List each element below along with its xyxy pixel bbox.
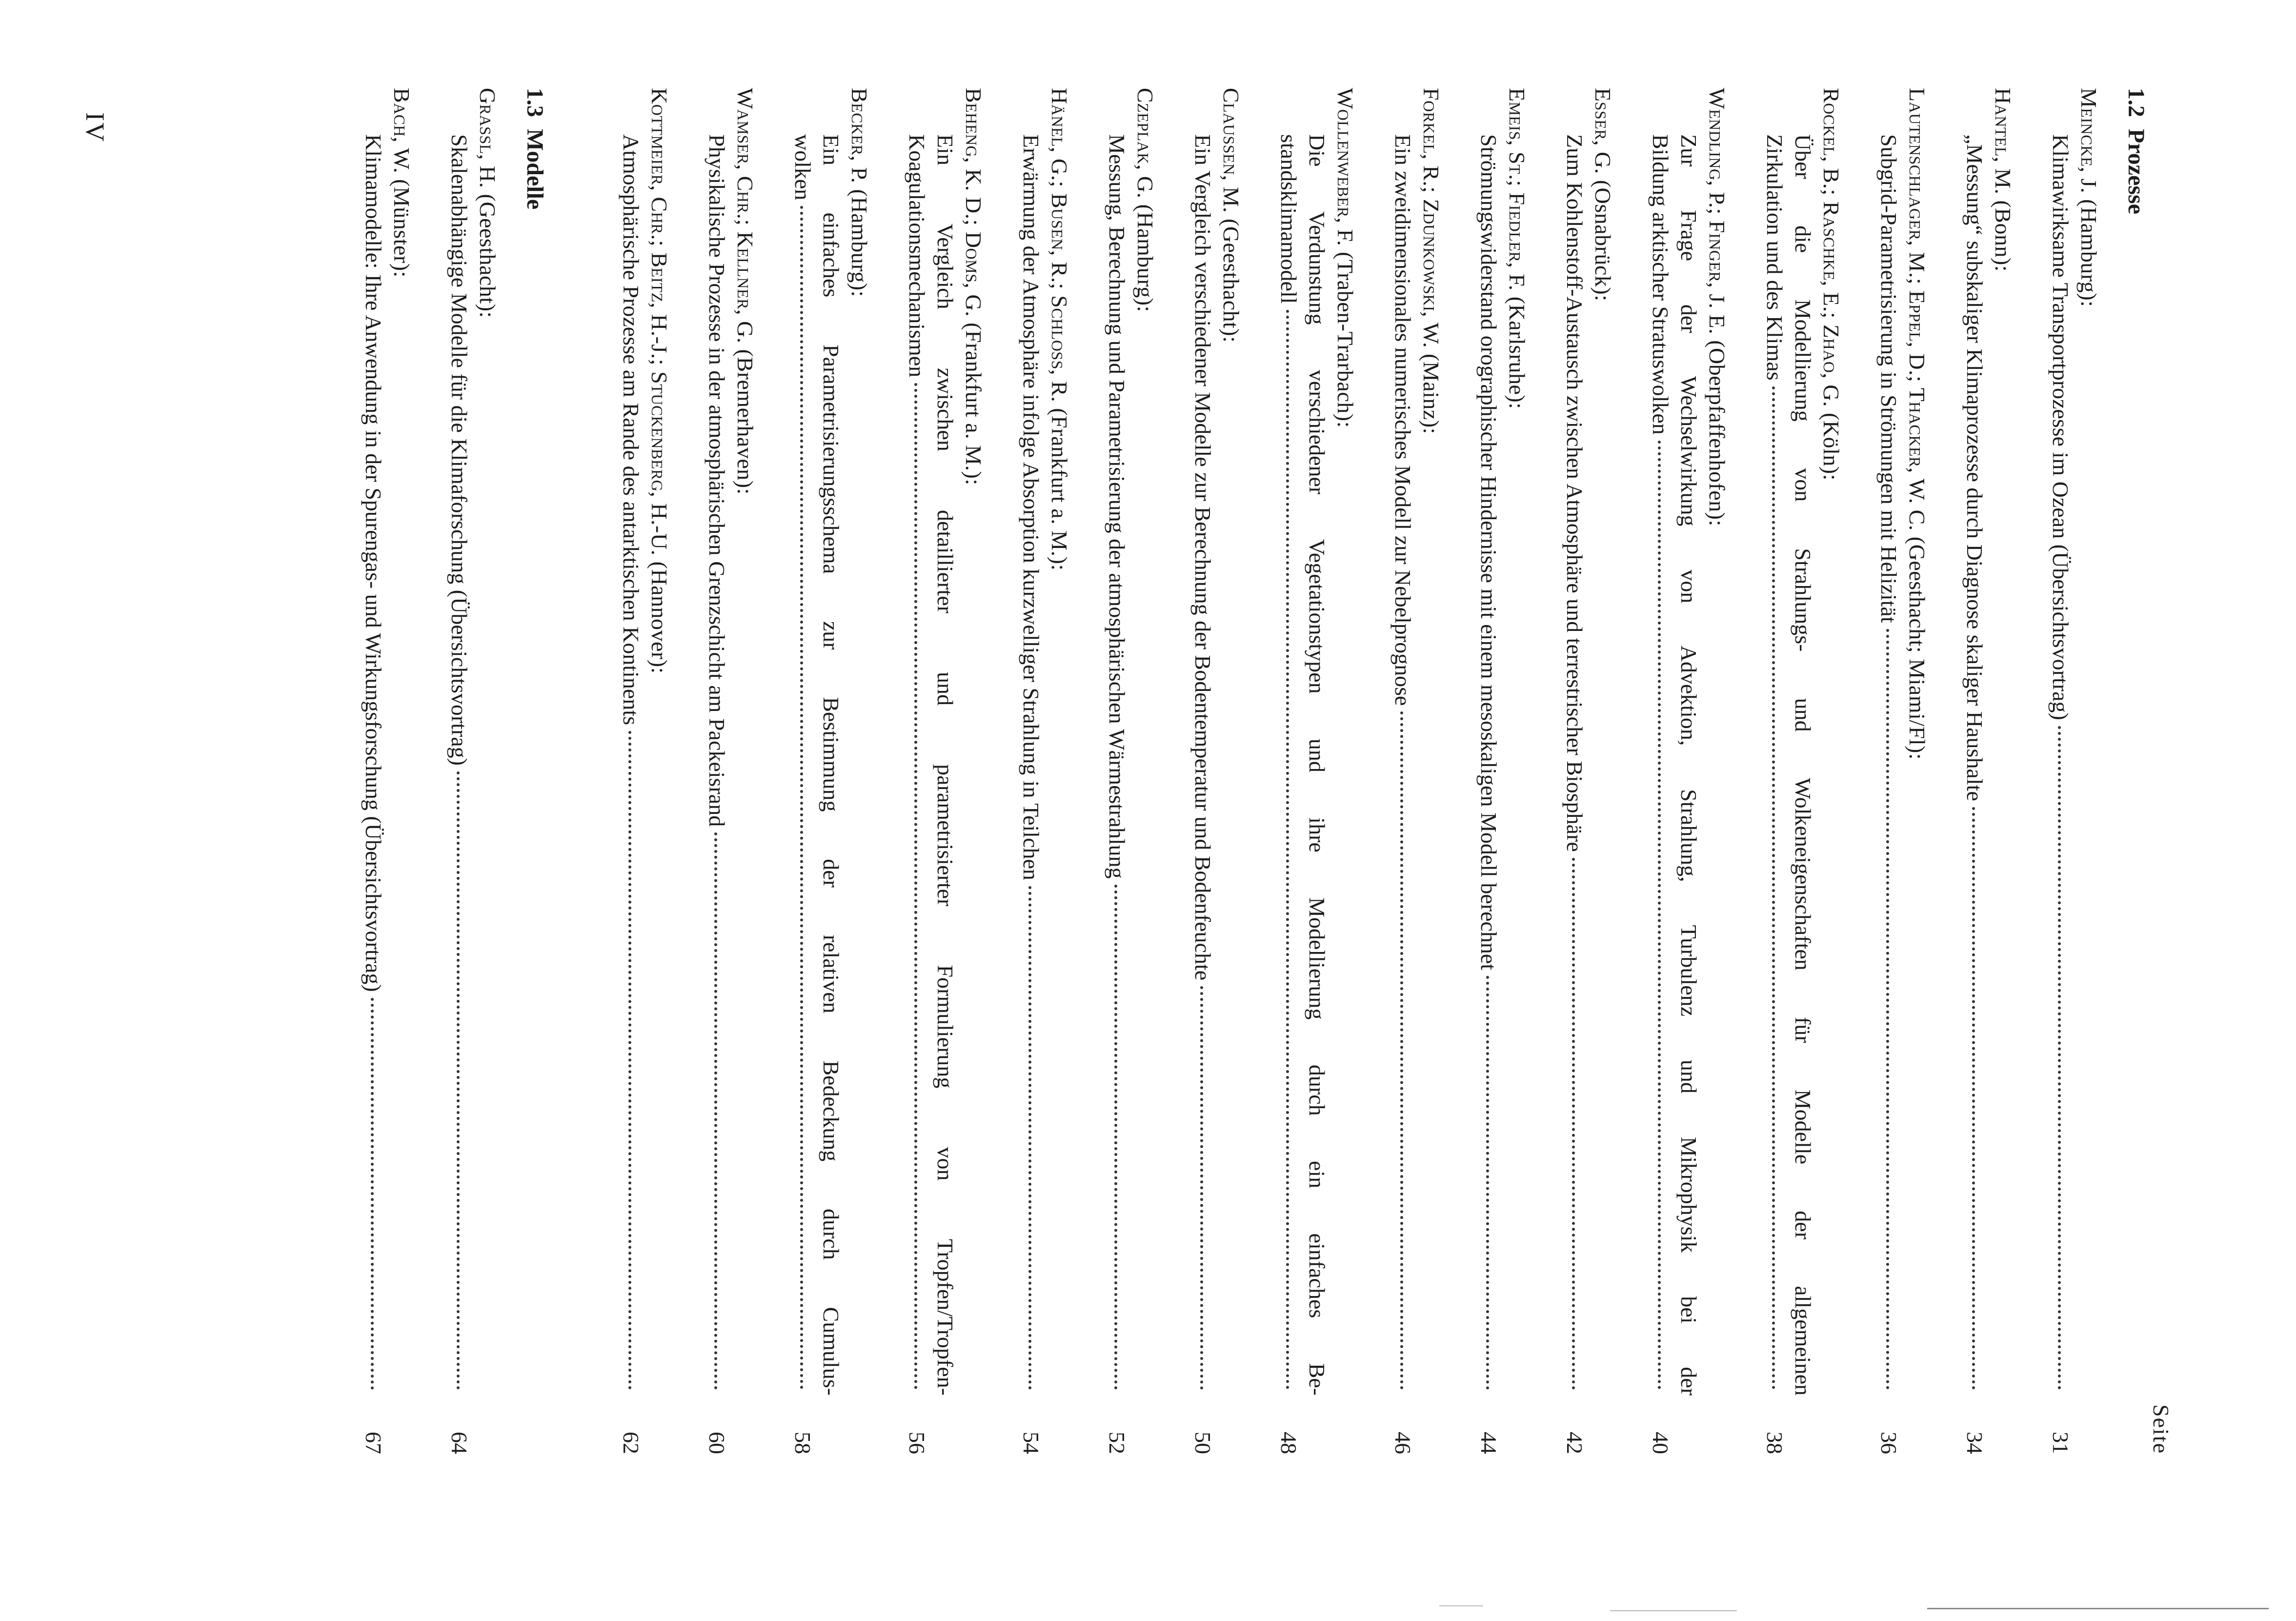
author-affiliation: (Hamburg):	[2076, 199, 2101, 307]
title-line: Die Verdunstung verschiedener Vegetationstypen und ihre Modellierung durch ein einfaches Be-	[1305, 134, 1329, 1396]
entry-authors	[1903, 88, 1931, 1454]
author-names: Wendling, P.; Finger, J. E.	[1705, 88, 1730, 335]
entry-title-row	[1017, 88, 1045, 1454]
entry-page-number: 31	[2048, 1432, 2073, 1454]
author-affiliation: (Bremerhaven):	[733, 349, 758, 495]
author-names: Emeis, St.; Fiedler, F.	[1505, 88, 1530, 291]
entry-title	[359, 134, 387, 1396]
entry-page-number: 34	[1962, 1432, 1987, 1454]
author-affiliation: (Karlsruhe):	[1505, 296, 1530, 409]
author-names: Meincke, J.	[2076, 88, 2101, 194]
entry-authors	[959, 88, 987, 1454]
entry-title	[703, 134, 731, 1396]
entry-title-row	[1560, 88, 1589, 1454]
entry-title	[617, 134, 645, 1396]
entry-title	[1389, 134, 1417, 1396]
entry-authors	[1417, 88, 1445, 1454]
title-line-last	[1188, 134, 1217, 1396]
title-line: Skalenabhängige Modelle für die Klimaforschung (Übersichtsvortrag)	[447, 134, 472, 766]
entry-title	[1646, 134, 1703, 1396]
toc-entry	[445, 88, 502, 1454]
seite-label: Seite	[2149, 1404, 2174, 1454]
title-line-last	[617, 134, 645, 1396]
dot-leader	[1972, 807, 1975, 1390]
title-line: Ein Vergleich verschiedener Modelle zur Berechnung der Bodentemperatur und Bodenfeuchte	[1190, 134, 1215, 981]
toc-entry	[1274, 88, 1359, 1454]
author-names: Claussen, M.	[1219, 88, 1244, 213]
toc-entry	[1188, 88, 1245, 1454]
entry-authors	[1217, 88, 1245, 1454]
author-names: Czeplak, G.	[1133, 88, 1158, 199]
entry-authors	[1503, 88, 1531, 1454]
section-heading	[522, 88, 548, 209]
entry-page-number: 46	[1390, 1432, 1415, 1454]
toc-entry	[359, 88, 416, 1454]
title-line-last	[1474, 134, 1503, 1396]
scan-artifact	[1927, 1608, 2269, 1609]
title-line: Ein zweidimensionales numerisches Modell zur Nebelprognose	[1390, 134, 1415, 706]
toc-entry	[1960, 88, 2017, 1454]
dot-leader	[1658, 441, 1661, 1390]
entry-page-number: 38	[1762, 1432, 1787, 1454]
toc-entry	[1560, 88, 1617, 1454]
title-line-last	[1874, 134, 1903, 1396]
author-affiliation: (Hamburg):	[1133, 204, 1158, 312]
author-affiliation: (Geesthacht):	[1219, 219, 1244, 343]
title-line: Physikalische Prozesse in der atmosphärischen Grenzschicht am Packeisrand	[705, 134, 729, 827]
author-names: Becker, P.	[847, 88, 872, 183]
entry-authors	[473, 88, 502, 1454]
title-line-last	[1760, 134, 1789, 1396]
dot-leader	[457, 771, 460, 1390]
dot-leader	[1572, 858, 1575, 1390]
dot-leader	[914, 383, 918, 1390]
author-names: Esser, G.	[1591, 88, 1615, 174]
section-heading	[2123, 88, 2150, 214]
entry-authors	[645, 88, 673, 1454]
author-names: Bach, W.	[389, 88, 414, 174]
entry-title	[1188, 134, 1217, 1396]
entry-title-row	[1760, 88, 1817, 1454]
author-affiliation: (Hamburg):	[847, 189, 872, 297]
title-line: Strömungswiderstand orographischer Hindernisse mit einem mesoskaligen Modell berechnet	[1476, 134, 1501, 971]
title-line: Bildung arktischer Stratuswolken	[1648, 134, 1673, 435]
entry-page-number: 50	[1190, 1432, 1215, 1454]
entry-page-number: 42	[1562, 1432, 1587, 1454]
entry-page-number: 58	[790, 1432, 815, 1454]
entry-page-number: 62	[619, 1432, 644, 1454]
dot-leader	[628, 731, 632, 1390]
title-line-last	[1274, 134, 1303, 1396]
title-line-last	[1960, 134, 1989, 1396]
author-names: Hänel, G.; Busen, R.; Schloss, R.	[1047, 88, 1072, 403]
entry-title-row	[1274, 88, 1331, 1454]
section-number: 1.3	[522, 88, 548, 117]
entry-authors	[1045, 88, 1073, 1454]
author-affiliation: (Hannover):	[647, 561, 672, 674]
title-line: Ein Vergleich zwischen detaillierter und parametrisierter Formulierung von Tropfen/Tropfen-	[933, 134, 958, 1396]
author-affiliation: (Mainz):	[1419, 353, 1444, 434]
author-affiliation: (Geesthacht; Miami/Fl):	[1905, 536, 1930, 760]
toc-entry	[1760, 88, 1845, 1454]
entry-title-row	[1389, 88, 1417, 1454]
title-line-last	[445, 134, 473, 1396]
dot-leader	[1400, 711, 1404, 1390]
entry-title-row	[1646, 88, 1703, 1454]
author-names: Rockel, B.; Raschke, E.; Zhao, G.	[1819, 88, 1844, 407]
author-affiliation: (Traben-Trarbach):	[1333, 252, 1358, 428]
entry-title	[1760, 134, 1817, 1396]
entry-authors	[1131, 88, 1159, 1454]
dot-leader	[1772, 386, 1775, 1390]
author-affiliation: (Oberpfaffenhofen):	[1705, 340, 1730, 527]
entry-authors	[1817, 88, 1845, 1454]
title-line: „Messung“ subskaliger Klimaprozesse durch Diagnose skaliger Haushalte	[1962, 134, 1987, 801]
entry-page-number: 52	[1105, 1432, 1129, 1454]
entry-authors	[1589, 88, 1617, 1454]
author-names: Wollenweber, F.	[1333, 88, 1358, 246]
title-line: Zur Frage der Wechselwirkung von Advektion, Strahlung, Turbulenz und Mikrophysik bei der	[1676, 134, 1701, 1396]
entry-title	[1874, 134, 1903, 1396]
entry-title	[1103, 134, 1131, 1396]
entry-title-row	[903, 88, 959, 1454]
title-line: Messung, Berechnung und Parametrisierung der atmosphärischen Wärmestrahlung	[1105, 134, 1129, 879]
scan-artifact	[1610, 1610, 1737, 1611]
toc-entry	[1474, 88, 1531, 1454]
author-names: Lautenschlager, M.; Eppel, D.; Thacker, W. C.	[1905, 88, 1930, 531]
entry-title	[2046, 134, 2074, 1396]
entry-title-row	[1103, 88, 1131, 1454]
title-line: Über die Modellierung von Strahlungs- und Wolkeneigenschaften für Modelle der allgemeinen	[1791, 134, 1815, 1396]
entry-page-number: 64	[447, 1432, 472, 1454]
title-line-last	[1103, 134, 1131, 1396]
page-folio: IV	[81, 112, 110, 143]
dot-leader	[1886, 629, 1890, 1390]
toc-entry	[1646, 88, 1731, 1454]
entry-title	[903, 134, 959, 1396]
section-number: 1.2	[2123, 88, 2149, 117]
title-line-last	[1646, 134, 1674, 1396]
toc-entry	[1103, 88, 1159, 1454]
section-title-text: Modelle	[522, 129, 548, 210]
entry-title	[1274, 134, 1331, 1396]
author-affiliation: (Osnabrück):	[1591, 180, 1615, 302]
entry-title	[445, 134, 473, 1396]
entry-page-number: 40	[1648, 1432, 1673, 1454]
title-line-last	[1017, 134, 1045, 1396]
title-line-last	[788, 134, 817, 1396]
toc-entry	[1017, 88, 1073, 1454]
entry-page-number: 67	[361, 1432, 386, 1454]
title-line: wolken	[790, 134, 815, 201]
entry-authors	[845, 88, 873, 1454]
entry-title	[1017, 134, 1045, 1396]
toc-entry	[2046, 88, 2103, 1454]
dot-leader	[1028, 886, 1032, 1390]
dot-leader	[1286, 310, 1289, 1390]
dot-leader	[1486, 976, 1490, 1390]
toc-entry	[1874, 88, 1931, 1454]
author-names: Wamser, Chr.; Kellner, G.	[733, 88, 758, 344]
entry-authors	[1989, 88, 2017, 1454]
entry-page-number: 36	[1876, 1432, 1901, 1454]
author-names: Kottmeier, Chr.; Beitz, H.-J.; Stuckenberg, H.-U.	[647, 88, 672, 556]
entry-title	[788, 134, 845, 1396]
entry-title-row	[1188, 88, 1217, 1454]
entry-page-number: 48	[1276, 1432, 1301, 1454]
author-affiliation: (Münster):	[389, 179, 414, 278]
toc-entry	[903, 88, 987, 1454]
author-names: Hantel, M.	[1991, 88, 2015, 195]
author-names: Grassl, H.	[475, 88, 500, 188]
title-line-last	[359, 134, 387, 1396]
title-line: standsklimamodell	[1276, 134, 1301, 304]
dot-leader	[800, 206, 804, 1390]
entry-title-row	[703, 88, 731, 1454]
dot-leader	[1200, 986, 1204, 1390]
entry-page-number: 44	[1476, 1432, 1501, 1454]
entry-authors	[2074, 88, 2103, 1454]
entry-title-row	[1474, 88, 1503, 1454]
author-names: Forkel, R.; Zdunkowski, W.	[1419, 88, 1444, 348]
entry-page-number: 60	[705, 1432, 729, 1454]
toc-entry	[703, 88, 759, 1454]
dot-leader	[371, 998, 374, 1390]
entry-title	[1474, 134, 1503, 1396]
title-line-last	[903, 134, 931, 1396]
title-line: Zirkulation und des Klimas	[1762, 134, 1787, 381]
entry-title-row	[2046, 88, 2074, 1454]
entry-title-row	[1960, 88, 1989, 1454]
entry-authors	[387, 88, 416, 1454]
scan-artifact	[1439, 1605, 1483, 1606]
title-line: Atmosphärische Prozesse am Rande des antarktischen Kontinents	[619, 134, 644, 726]
title-line: Zum Kohlenstoff-Austausch zwischen Atmosphäre und terrestrischer Biosphäre	[1562, 134, 1587, 852]
author-affiliation: (Bonn):	[1991, 200, 2015, 272]
title-line: Subgrid-Parametrisierung in Strömungen mit Helizität	[1876, 134, 1901, 623]
author-affiliation: (Geesthacht):	[475, 194, 500, 318]
author-affiliation: (Frankfurt a. M.):	[1047, 408, 1072, 571]
section-title-text: Prozesse	[2123, 129, 2149, 215]
title-line-last	[703, 134, 731, 1396]
entry-title-row	[617, 88, 645, 1454]
toc-entry	[788, 88, 873, 1454]
title-line-last	[2046, 134, 2074, 1396]
dot-leader	[1114, 885, 1118, 1390]
title-line-last	[1389, 134, 1417, 1396]
entry-authors	[731, 88, 759, 1454]
entry-title	[1560, 134, 1589, 1396]
dot-leader	[2058, 726, 2061, 1390]
author-affiliation: (Frankfurt a. M.):	[961, 323, 986, 486]
title-line-last	[1560, 134, 1589, 1396]
dot-leader	[714, 832, 718, 1390]
title-line: Koagulationsmechanismen	[905, 134, 929, 378]
toc-entry	[617, 88, 673, 1454]
toc-entry	[1389, 88, 1445, 1454]
entry-title-row	[445, 88, 473, 1454]
entry-authors	[1331, 88, 1359, 1454]
title-line: Klimamodelle: Ihre Anwendung in der Spurengas- und Wirkungsforschung (Übersichtsvortrag)	[361, 134, 386, 992]
entry-authors	[1703, 88, 1731, 1454]
title-line: Ein einfaches Parametrisierungsschema zur Bestimmung der relativen Bedeckung durch Cumulus-	[819, 134, 844, 1396]
author-names: Beheng, K. D.; Doms, G.	[961, 88, 986, 317]
entry-page-number: 56	[905, 1432, 929, 1454]
entry-title-row	[1874, 88, 1903, 1454]
entry-title	[1960, 134, 1989, 1396]
entry-title-row	[788, 88, 845, 1454]
author-affiliation: (Köln):	[1819, 413, 1844, 481]
entry-title-row	[359, 88, 387, 1454]
entry-page-number: 54	[1019, 1432, 1044, 1454]
title-line: Erwärmung der Atmosphäre infolge Absorption kurzwelliger Strahlung in Teilchen	[1019, 134, 1044, 880]
title-line: Klimawirksame Transportprozesse im Ozean (Übersichtsvortrag)	[2048, 134, 2073, 720]
